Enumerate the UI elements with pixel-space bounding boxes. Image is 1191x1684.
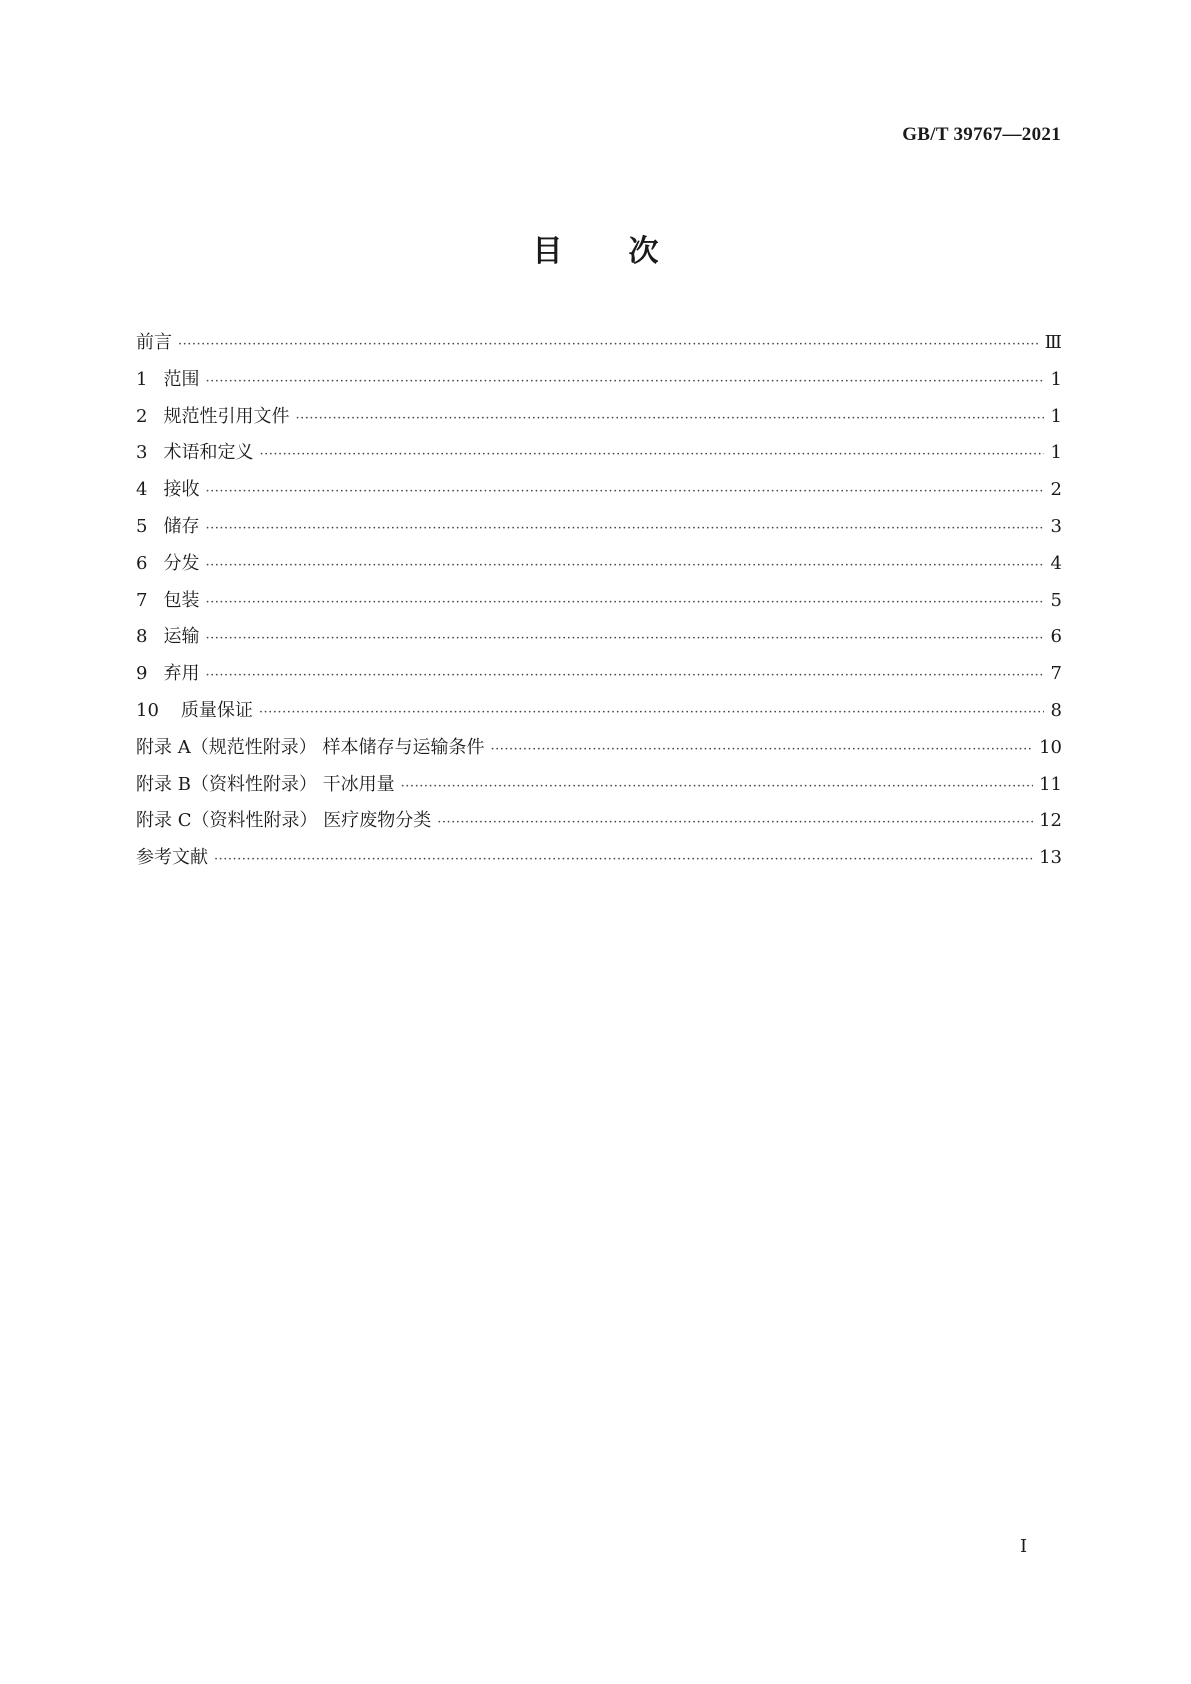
toc-entry-3[interactable]	[136, 435, 1062, 472]
toc-entry-page: 8	[1050, 699, 1062, 721]
table-of-contents	[136, 325, 1062, 877]
toc-entry-label: 储存	[163, 515, 200, 537]
toc-entry-page: 3	[1050, 515, 1062, 537]
toc-entry-label: 质量保证	[180, 699, 253, 721]
toc-entry-appendix-c[interactable]	[136, 803, 1062, 840]
toc-entry-number: 5	[136, 515, 148, 537]
dot-leader	[259, 695, 1044, 732]
toc-entry-6[interactable]	[136, 546, 1062, 583]
page-title: 目次	[532, 234, 725, 269]
toc-entry-label: 弃用	[163, 663, 200, 685]
toc-entry-number: 4	[136, 479, 148, 501]
toc-entry-number: 8	[136, 626, 148, 648]
toc-entry-number: 2	[136, 405, 148, 427]
dot-leader	[490, 732, 1033, 769]
standard-code: GB/T 39767—2021	[902, 124, 1061, 145]
toc-entry-label: 范围	[163, 368, 200, 390]
toc-entry-page: 10	[1039, 736, 1062, 758]
dot-leader	[205, 658, 1044, 695]
dot-leader	[437, 805, 1033, 842]
toc-entry-label: 包装	[163, 589, 200, 611]
toc-entry-label: 附录 A（规范性附录） 样本储存与运输条件	[136, 736, 485, 758]
toc-entry-8[interactable]	[136, 619, 1062, 656]
toc-entry-1[interactable]	[136, 362, 1062, 399]
toc-entry-page: 7	[1050, 663, 1062, 685]
toc-entry-foreword[interactable]	[136, 325, 1062, 362]
toc-entry-5[interactable]	[136, 509, 1062, 546]
toc-entry-4[interactable]	[136, 472, 1062, 509]
toc-entry-label: 参考文献	[136, 847, 208, 869]
dot-leader	[259, 437, 1044, 474]
toc-entry-number: 10	[136, 699, 159, 721]
toc-entry-page: 13	[1039, 847, 1062, 869]
toc-entry-page: 11	[1039, 773, 1062, 795]
toc-entry-number: 3	[136, 442, 148, 464]
toc-entry-label: 运输	[163, 626, 200, 648]
toc-entry-page: 6	[1050, 626, 1062, 648]
toc-entry-page: Ⅲ	[1044, 332, 1062, 353]
toc-entry-number: 6	[136, 552, 148, 574]
toc-entry-references[interactable]	[136, 840, 1062, 877]
toc-entry-page: 1	[1050, 405, 1062, 427]
toc-entry-appendix-a[interactable]	[136, 730, 1062, 767]
toc-entry-page: 1	[1050, 368, 1062, 390]
toc-entry-page: 5	[1050, 589, 1062, 611]
dot-leader	[205, 621, 1044, 658]
toc-entry-label: 接收	[163, 479, 200, 501]
dot-leader	[205, 511, 1044, 548]
toc-entry-label: 附录 B（资料性附录） 干冰用量	[136, 773, 395, 795]
toc-entry-page: 1	[1050, 442, 1062, 464]
dot-leader	[401, 769, 1033, 806]
toc-entry-label: 分发	[163, 552, 200, 574]
toc-entry-appendix-b[interactable]	[136, 767, 1062, 804]
dot-leader	[205, 474, 1044, 511]
page-number: I	[1020, 1536, 1028, 1557]
toc-entry-number: 1	[136, 368, 148, 390]
toc-entry-7[interactable]	[136, 583, 1062, 620]
toc-entry-label: 规范性引用文件	[163, 405, 290, 427]
toc-entry-2[interactable]	[136, 399, 1062, 436]
dot-leader	[205, 548, 1044, 585]
toc-entry-page: 2	[1050, 479, 1062, 501]
dot-leader	[214, 842, 1033, 879]
toc-entry-label: 前言	[136, 332, 172, 353]
dot-leader	[205, 585, 1044, 622]
dot-leader	[205, 364, 1044, 401]
dot-leader	[295, 401, 1044, 438]
toc-entry-page: 4	[1050, 552, 1062, 574]
toc-entry-label: 附录 C（资料性附录） 医疗废物分类	[136, 810, 432, 832]
toc-entry-9[interactable]	[136, 656, 1062, 693]
toc-entry-10[interactable]	[136, 693, 1062, 730]
toc-entry-label: 术语和定义	[163, 442, 254, 464]
dot-leader	[178, 327, 1039, 364]
toc-entry-number: 9	[136, 663, 148, 685]
toc-entry-page: 12	[1039, 810, 1062, 832]
toc-entry-number: 7	[136, 589, 148, 611]
